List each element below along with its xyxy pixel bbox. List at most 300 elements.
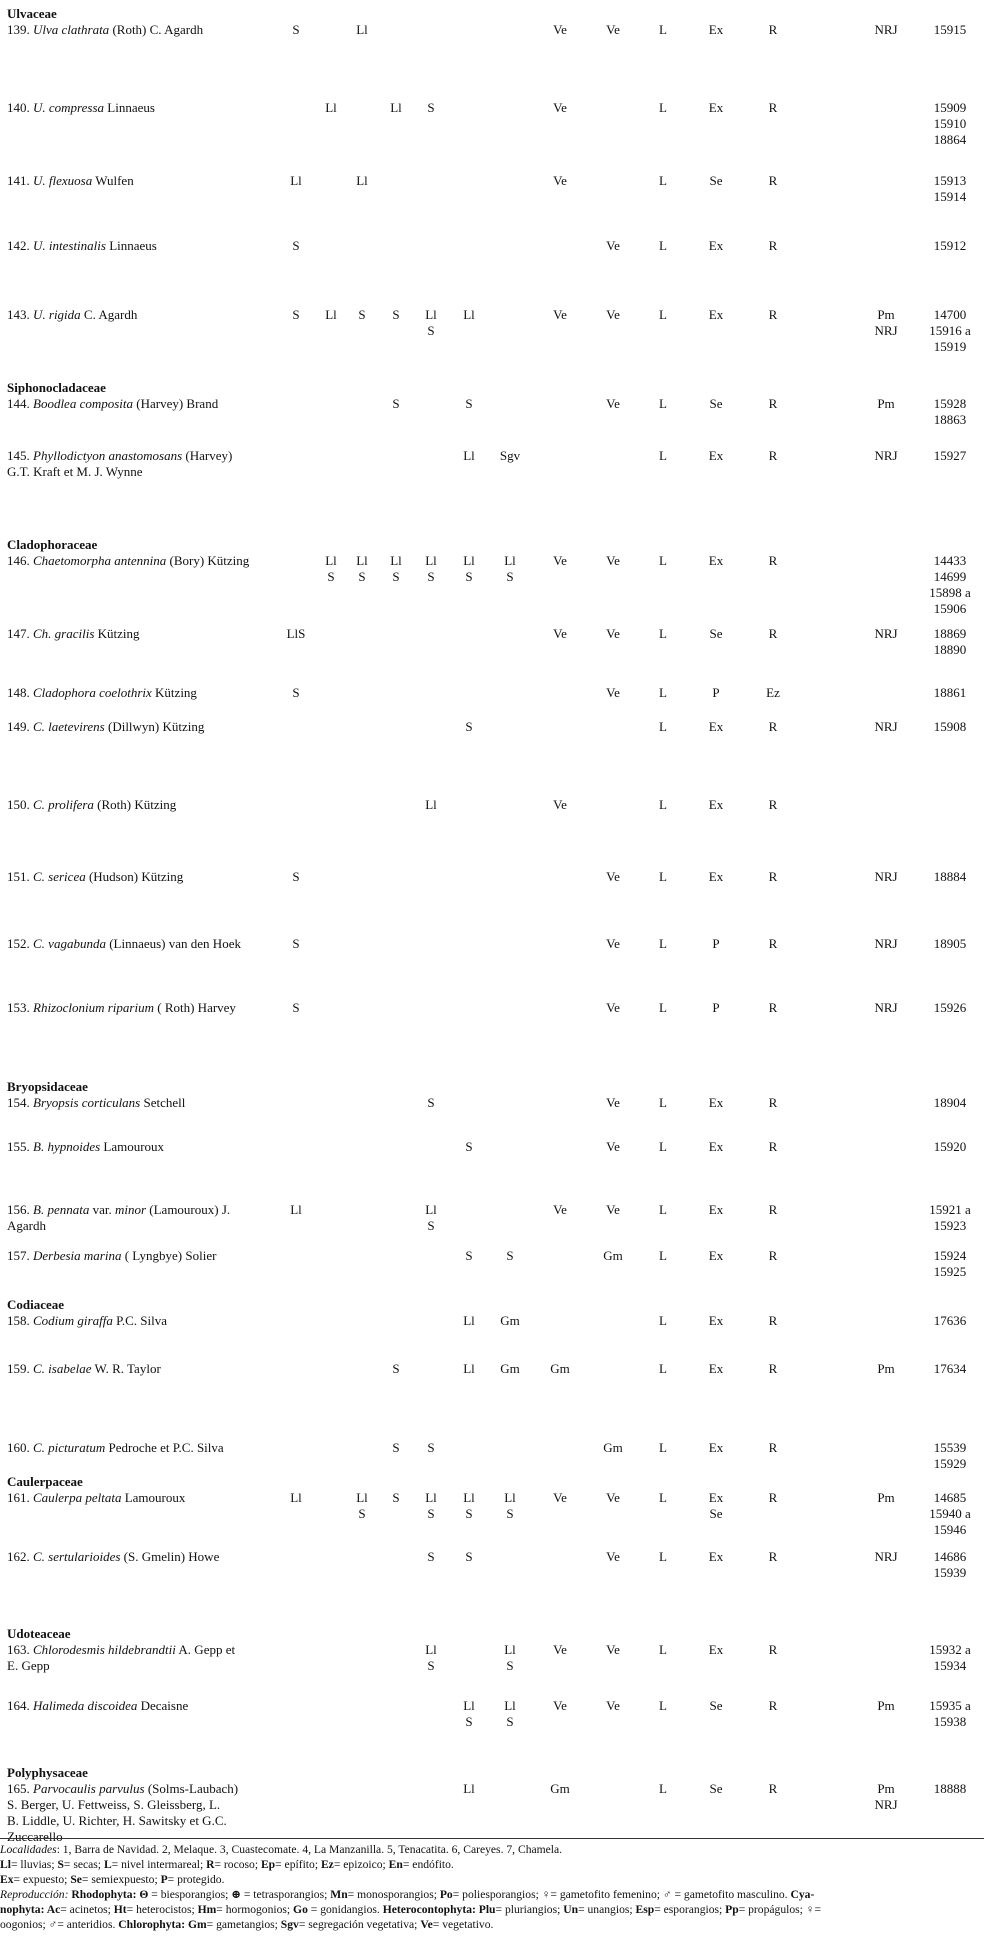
- table-cell: L: [659, 448, 667, 463]
- table-cell: S: [392, 1440, 400, 1455]
- table-cell: S: [292, 685, 300, 700]
- species-name-segment: Cladophora coelothrix Kützing: [33, 685, 197, 700]
- species-name-segment: 152.: [7, 936, 33, 951]
- table-cell: L: [659, 307, 667, 322]
- table-cell: L: [659, 1549, 667, 1564]
- table-cell: Ex: [708, 1313, 724, 1328]
- table-cell: S: [292, 307, 300, 322]
- family-heading: Bryopsidaceae: [7, 1079, 88, 1094]
- table-cell: S: [506, 1248, 514, 1263]
- table-cell: Pm: [877, 1698, 895, 1713]
- species-name: [7, 719, 204, 735]
- table-cell: R: [768, 869, 778, 884]
- species-name-segment: G.T. Kraft et M. J. Wynne: [7, 464, 143, 479]
- table-cell: 15921 a 15923: [929, 1202, 971, 1233]
- table-cell: Ve: [553, 797, 567, 812]
- table-cell: Pm: [877, 1490, 895, 1505]
- species-name-segment: S. Berger, U. Fettweiss, S. Gleissberg, L.: [7, 1797, 221, 1812]
- species-name-segment: Zuccarello: [7, 1829, 63, 1844]
- species-name-segment: 151.: [7, 869, 33, 884]
- table-cell: Ll S: [425, 1202, 437, 1233]
- table-cell: Ll S: [425, 1490, 437, 1521]
- table-cell: Se: [709, 626, 723, 641]
- species-name-segment: C. sericea (Hudson) Kützing: [33, 869, 184, 884]
- table-cell: S: [392, 1490, 400, 1505]
- footnote-line: Reproducción: Rhodophyta: Θ = biesporangios; ⊕ = tetrasporangios; Mn= monosporangios; Po= poliesporangios; ♀= gametofito femenino; ♂ = gametofito masculino. Cya-: [0, 1888, 815, 1901]
- table-cell: Ve: [606, 869, 620, 884]
- footnote-line: Ex= expuesto; Se= semiexpuesto; P= protegido.: [0, 1873, 225, 1886]
- table-cell: 14686 15939: [933, 1549, 967, 1580]
- species-name: [7, 1781, 238, 1845]
- table-cell: Ll: [463, 448, 475, 463]
- species-name-segment: 165.: [7, 1781, 33, 1796]
- species-name-segment: Derbesia marina ( Lyngbye) Solier: [33, 1248, 217, 1263]
- table-cell: Ll S: [463, 1698, 475, 1729]
- table-cell: 15909 15910 18864: [933, 100, 967, 147]
- table-cell: Ve: [606, 1000, 620, 1015]
- table-cell: R: [768, 307, 778, 322]
- table-cell: Ex Se: [708, 1490, 724, 1521]
- family-heading: Cladophoraceae: [7, 537, 98, 552]
- species-name-segment: 148.: [7, 685, 33, 700]
- table-cell: S: [427, 1549, 435, 1564]
- table-cell: Ve: [553, 173, 567, 188]
- table-cell: R: [768, 396, 778, 411]
- table-cell: L: [659, 719, 667, 734]
- table-cell: Ve: [606, 238, 620, 253]
- table-cell: L: [659, 1202, 667, 1217]
- table-cell: Ll S: [356, 1490, 368, 1521]
- species-name-segment: C. prolifera (Roth) Kützing: [33, 797, 177, 812]
- table-cell: L: [659, 685, 667, 700]
- table-cell: S: [427, 100, 435, 115]
- table-cell: S: [292, 869, 300, 884]
- species-name-segment: 163.: [7, 1642, 33, 1657]
- table-cell: P: [712, 685, 720, 700]
- table-cell: R: [768, 1490, 778, 1505]
- species-name-segment: C. vagabunda (Linnaeus) van den Hoek: [33, 936, 241, 951]
- species-name-segment: 139.: [7, 22, 33, 37]
- species-name-segment: 140.: [7, 100, 33, 115]
- table-cell: Ll: [390, 100, 402, 115]
- table-cell: Ve: [553, 553, 567, 568]
- table-cell: Ll S: [425, 1642, 437, 1673]
- species-name-segment: Ulva clathrata (Roth) C. Agardh: [33, 22, 204, 37]
- table-cell: Ve: [553, 1202, 567, 1217]
- family-heading: Polyphysaceae: [7, 1765, 88, 1780]
- footnote-rule: [0, 1838, 984, 1839]
- table-cell: Ll S: [390, 553, 402, 584]
- footnote-line: Localidades: 1, Barra de Navidad. 2, Melaque. 3, Cuastecomate. 4, La Manzanilla. 5, Tenacatita. 6, Careyes. 7, Chamela.: [0, 1843, 563, 1856]
- species-name-segment: C. laetevirens (Dillwyn) Kützing: [33, 719, 205, 734]
- table-cell: 18888: [933, 1781, 967, 1796]
- species-name-segment: Agardh: [7, 1218, 46, 1233]
- table-cell: Ez: [766, 685, 780, 700]
- table-cell: Ve: [606, 1698, 620, 1713]
- species-name: [7, 869, 183, 885]
- species-name-segment: 156.: [7, 1202, 33, 1217]
- table-cell: 17636: [933, 1313, 967, 1328]
- table-cell: L: [659, 1000, 667, 1015]
- table-cell: R: [768, 1202, 778, 1217]
- species-name-segment: C. picturatum Pedroche et P.C. Silva: [33, 1440, 224, 1455]
- table-cell: Gm: [603, 1248, 623, 1263]
- table-cell: L: [659, 553, 667, 568]
- table-cell: Se: [709, 1781, 723, 1796]
- table-cell: R: [768, 1440, 778, 1455]
- species-name: [7, 1361, 161, 1377]
- table-cell: 15932 a 15934: [929, 1642, 971, 1673]
- table-cell: R: [768, 1361, 778, 1376]
- table-cell: L: [659, 1139, 667, 1154]
- species-name-segment: Codium giraffa P.C. Silva: [33, 1313, 168, 1328]
- table-cell: Ll S: [463, 553, 475, 584]
- table-cell: 14700 15916 a 15919: [929, 307, 971, 354]
- table-cell: Ve: [553, 626, 567, 641]
- species-name-segment: Caulerpa peltata Lamouroux: [33, 1490, 186, 1505]
- table-cell: S: [465, 719, 473, 734]
- table-cell: Ll S: [356, 553, 368, 584]
- species-name: [7, 238, 157, 254]
- table-cell: R: [768, 1095, 778, 1110]
- species-name: [7, 626, 140, 642]
- table-cell: Ve: [606, 1549, 620, 1564]
- table-cell: Ex: [708, 1549, 724, 1564]
- species-name-segment: C. sertularioides (S. Gmelin) Howe: [33, 1549, 220, 1564]
- table-cell: S: [292, 1000, 300, 1015]
- table-cell: LlS: [286, 626, 306, 641]
- table-cell: R: [768, 238, 778, 253]
- table-cell: S: [392, 307, 400, 322]
- table-cell: Ve: [606, 1202, 620, 1217]
- table-cell: L: [659, 173, 667, 188]
- table-cell: R: [768, 1698, 778, 1713]
- species-name-segment: B. hypnoides Lamouroux: [33, 1139, 165, 1154]
- table-cell: Ll: [425, 797, 437, 812]
- table-cell: Ex: [708, 238, 724, 253]
- table-cell: Ll: [290, 1202, 302, 1217]
- table-cell: Gm: [550, 1361, 570, 1376]
- footnote-line: nophyta: Ac= acinetos; Ht= heterocistos; Hm= hormogonios; Go = gonidangios. Heterocontophyta: Plu= pluriangios; Un= unangios; Esp= esporangios; Pp= propágulos; ♀=: [0, 1903, 821, 1916]
- table-cell: L: [659, 1248, 667, 1263]
- species-name-segment: Ch. gracilis Kützing: [33, 626, 140, 641]
- table-cell: Ex: [708, 1642, 724, 1657]
- table-cell: L: [659, 1781, 667, 1796]
- species-name-segment: 155.: [7, 1139, 33, 1154]
- table-cell: Ve: [606, 307, 620, 322]
- table-cell: NRJ: [874, 936, 898, 951]
- table-cell: R: [768, 1248, 778, 1263]
- table-cell: Ll: [463, 1361, 475, 1376]
- table-cell: Ll S: [504, 553, 516, 584]
- table-cell: Gm: [603, 1440, 623, 1455]
- table-cell: Ve: [606, 1642, 620, 1657]
- footnote-line: Ll= lluvias; S= secas; L= nivel intermareal; R= rocoso; Ep= epífito; Ez= epizoico; En= endófito.: [0, 1858, 454, 1871]
- table-cell: 15924 15925: [933, 1248, 967, 1279]
- species-name: [7, 1549, 219, 1565]
- table-cell: 14685 15940 a 15946: [929, 1490, 971, 1537]
- table-cell: P: [712, 1000, 720, 1015]
- species-name-segment: 153.: [7, 1000, 33, 1015]
- table-cell: R: [768, 936, 778, 951]
- table-cell: Pm: [877, 1361, 895, 1376]
- table-cell: Se: [709, 396, 723, 411]
- species-name-segment: 158.: [7, 1313, 33, 1328]
- table-cell: Ex: [708, 1440, 724, 1455]
- species-name-segment: Chlorodesmis hildebrandtii A. Gepp et: [33, 1642, 236, 1657]
- species-name-segment: 146.: [7, 553, 33, 568]
- table-cell: R: [768, 100, 778, 115]
- table-cell: 18904: [933, 1095, 967, 1110]
- table-cell: S: [358, 307, 366, 322]
- table-cell: L: [659, 626, 667, 641]
- table-cell: 18884: [933, 869, 967, 884]
- table-cell: Ve: [553, 1642, 567, 1657]
- table-cell: S: [465, 1248, 473, 1263]
- table-cell: Ll: [325, 100, 337, 115]
- table-cell: Ve: [553, 307, 567, 322]
- table-cell: Pm: [877, 396, 895, 411]
- table-cell: L: [659, 1095, 667, 1110]
- table-cell: Se: [709, 1698, 723, 1713]
- species-name-segment: 143.: [7, 307, 33, 322]
- table-cell: S: [465, 1549, 473, 1564]
- species-name: [7, 553, 249, 569]
- table-cell: Ex: [708, 448, 724, 463]
- table-cell: R: [768, 1781, 778, 1796]
- species-name-segment: Rhizoclonium riparium ( Roth) Harvey: [33, 1000, 236, 1015]
- species-name-segment: 150.: [7, 797, 33, 812]
- family-heading: Ulvaceae: [7, 6, 57, 21]
- table-cell: Gm: [500, 1361, 520, 1376]
- table-cell: Ve: [553, 22, 567, 37]
- table-cell: R: [768, 1000, 778, 1015]
- table-cell: 15935 a 15938: [929, 1698, 971, 1729]
- table-cell: L: [659, 869, 667, 884]
- table-cell: Ve: [606, 553, 620, 568]
- species-name-segment: 145.: [7, 448, 33, 463]
- species-name-segment: B. pennata var. minor (Lamouroux) J.: [33, 1202, 231, 1217]
- table-cell: Gm: [550, 1781, 570, 1796]
- species-name-segment: 149.: [7, 719, 33, 734]
- species-name-segment: Parvocaulis parvulus (Solms-Laubach): [33, 1781, 239, 1796]
- species-name: [7, 1095, 185, 1111]
- table-cell: Ll S: [325, 553, 337, 584]
- species-name: [7, 936, 241, 952]
- table-cell: R: [768, 1642, 778, 1657]
- species-name-segment: 157.: [7, 1248, 33, 1263]
- table-cell: R: [768, 719, 778, 734]
- table-cell: Ex: [708, 869, 724, 884]
- species-name: [7, 1698, 188, 1714]
- table-cell: S: [292, 936, 300, 951]
- table-cell: Ll S: [504, 1642, 516, 1673]
- table-cell: R: [768, 448, 778, 463]
- table-cell: L: [659, 1490, 667, 1505]
- species-name: [7, 1248, 216, 1264]
- table-cell: Gm: [500, 1313, 520, 1328]
- table-cell: S: [392, 396, 400, 411]
- table-cell: 17634: [933, 1361, 967, 1376]
- table-cell: Sgv: [499, 448, 521, 463]
- species-name-segment: Bryopsis corticulans Setchell: [33, 1095, 186, 1110]
- table-cell: NRJ: [874, 448, 898, 463]
- species-name: [7, 22, 203, 38]
- table-cell: Ex: [708, 1361, 724, 1376]
- family-heading: Siphonocladaceae: [7, 380, 106, 395]
- table-cell: Ve: [606, 685, 620, 700]
- species-name: [7, 1202, 230, 1234]
- species-name-segment: Boodlea composita (Harvey) Brand: [33, 396, 219, 411]
- table-cell: Ve: [553, 1490, 567, 1505]
- species-name-segment: 161.: [7, 1490, 33, 1505]
- table-cell: Ve: [606, 22, 620, 37]
- species-name-segment: C. isabelae W. R. Taylor: [33, 1361, 161, 1376]
- footnote-line: oogonios; ♂= anteridios. Chlorophyta: Gm= gametangios; Sgv= segregación vegetativa; Ve= vegetativo.: [0, 1918, 494, 1931]
- table-cell: Ll: [463, 1781, 475, 1796]
- table-cell: 15928 18863: [933, 396, 967, 427]
- table-cell: Pm NRJ: [874, 307, 898, 338]
- table-cell: Ll: [290, 173, 302, 188]
- table-cell: NRJ: [874, 22, 898, 37]
- table-cell: R: [768, 797, 778, 812]
- table-cell: Ll: [325, 307, 337, 322]
- table-cell: R: [768, 1549, 778, 1564]
- table-cell: Ex: [708, 719, 724, 734]
- table-cell: S: [392, 1361, 400, 1376]
- table-cell: Ve: [606, 396, 620, 411]
- species-name-segment: 159.: [7, 1361, 33, 1376]
- species-name-segment: Halimeda discoidea Decaisne: [33, 1698, 189, 1713]
- species-name: [7, 448, 232, 480]
- table-cell: 18869 18890: [933, 626, 967, 657]
- table-cell: Se: [709, 173, 723, 188]
- family-heading: Caulerpaceae: [7, 1474, 83, 1489]
- species-name: [7, 396, 218, 412]
- footnotes: [0, 1842, 984, 1932]
- table-cell: 15915: [933, 22, 967, 37]
- table-cell: Ve: [553, 1698, 567, 1713]
- species-name-segment: 154.: [7, 1095, 33, 1110]
- table-cell: 18861: [933, 685, 967, 700]
- table-cell: S: [292, 22, 300, 37]
- table-cell: Ex: [708, 100, 724, 115]
- species-name-segment: U. rigida C. Agardh: [33, 307, 138, 322]
- table-cell: L: [659, 1440, 667, 1455]
- table-cell: R: [768, 22, 778, 37]
- table-cell: NRJ: [874, 1549, 898, 1564]
- table-cell: Ex: [708, 1248, 724, 1263]
- table-cell: R: [768, 1139, 778, 1154]
- table-cell: L: [659, 1698, 667, 1713]
- table-cell: 15926: [933, 1000, 967, 1015]
- species-name: [7, 1139, 164, 1155]
- table-cell: Ll S: [504, 1698, 516, 1729]
- species-name: [7, 1490, 185, 1506]
- table-cell: Ve: [606, 936, 620, 951]
- species-name: [7, 685, 197, 701]
- table-cell: S: [427, 1095, 435, 1110]
- table-cell: 15927: [933, 448, 967, 463]
- table-cell: 14433 14699 15898 a 15906: [929, 553, 971, 616]
- species-name-segment: U. flexuosa Wulfen: [33, 173, 134, 188]
- table-cell: L: [659, 238, 667, 253]
- table-cell: Ex: [708, 797, 724, 812]
- table-cell: Ex: [708, 1202, 724, 1217]
- table-cell: S: [465, 1139, 473, 1154]
- table-cell: Ll S: [463, 1490, 475, 1521]
- table-cell: 15539 15929: [933, 1440, 967, 1471]
- species-name-segment: 160.: [7, 1440, 33, 1455]
- family-heading: Codiaceae: [7, 1297, 65, 1312]
- species-name-segment: 147.: [7, 626, 33, 641]
- table-cell: L: [659, 100, 667, 115]
- species-name-segment: E. Gepp: [7, 1658, 50, 1673]
- table-cell: NRJ: [874, 719, 898, 734]
- table-cell: Ve: [606, 626, 620, 641]
- table-cell: P: [712, 936, 720, 951]
- table-cell: R: [768, 626, 778, 641]
- table-cell: Ll S: [504, 1490, 516, 1521]
- table-cell: 18905: [933, 936, 967, 951]
- table-cell: Ll S: [425, 307, 437, 338]
- species-name-segment: 144.: [7, 396, 33, 411]
- table-cell: Ll: [356, 173, 368, 188]
- species-name-segment: Chaetomorpha antennina (Bory) Kützing: [33, 553, 250, 568]
- table-cell: S: [292, 238, 300, 253]
- species-name-segment: 164.: [7, 1698, 33, 1713]
- table-cell: NRJ: [874, 1000, 898, 1015]
- species-name: [7, 100, 155, 116]
- table-cell: 15913 15914: [933, 173, 967, 204]
- species-name-segment: 162.: [7, 1549, 33, 1564]
- table-cell: Ve: [606, 1095, 620, 1110]
- table-cell: Ll: [290, 1490, 302, 1505]
- table-cell: L: [659, 1361, 667, 1376]
- table-cell: 15912: [933, 238, 967, 253]
- species-name: [7, 173, 134, 189]
- table-cell: Ex: [708, 1095, 724, 1110]
- species-name: [7, 1440, 224, 1456]
- table-cell: Ex: [708, 307, 724, 322]
- species-name: [7, 797, 176, 813]
- species-name-segment: B. Liddle, U. Richter, H. Sawitsky et G.C.: [7, 1813, 227, 1828]
- table-cell: NRJ: [874, 869, 898, 884]
- table-cell: Ll S: [425, 553, 437, 584]
- species-name-segment: 142.: [7, 238, 33, 253]
- species-name-segment: U. intestinalis Linnaeus: [33, 238, 157, 253]
- species-name: [7, 307, 137, 323]
- table-cell: L: [659, 396, 667, 411]
- table-cell: Ll: [463, 1313, 475, 1328]
- table-cell: Ex: [708, 22, 724, 37]
- species-name: [7, 1313, 167, 1329]
- table-cell: L: [659, 1642, 667, 1657]
- table-cell: Ve: [606, 1139, 620, 1154]
- species-name-segment: Phyllodictyon anastomosans (Harvey): [33, 448, 233, 463]
- table-cell: L: [659, 1313, 667, 1328]
- table-cell: L: [659, 22, 667, 37]
- table-cell: Ex: [708, 553, 724, 568]
- table-cell: L: [659, 797, 667, 812]
- table-cell: S: [465, 396, 473, 411]
- table-cell: Ve: [606, 1490, 620, 1505]
- table-cell: NRJ: [874, 626, 898, 641]
- table-cell: R: [768, 553, 778, 568]
- table-cell: Ll: [356, 22, 368, 37]
- species-name-segment: U. compressa Linnaeus: [33, 100, 155, 115]
- species-name: [7, 1000, 236, 1016]
